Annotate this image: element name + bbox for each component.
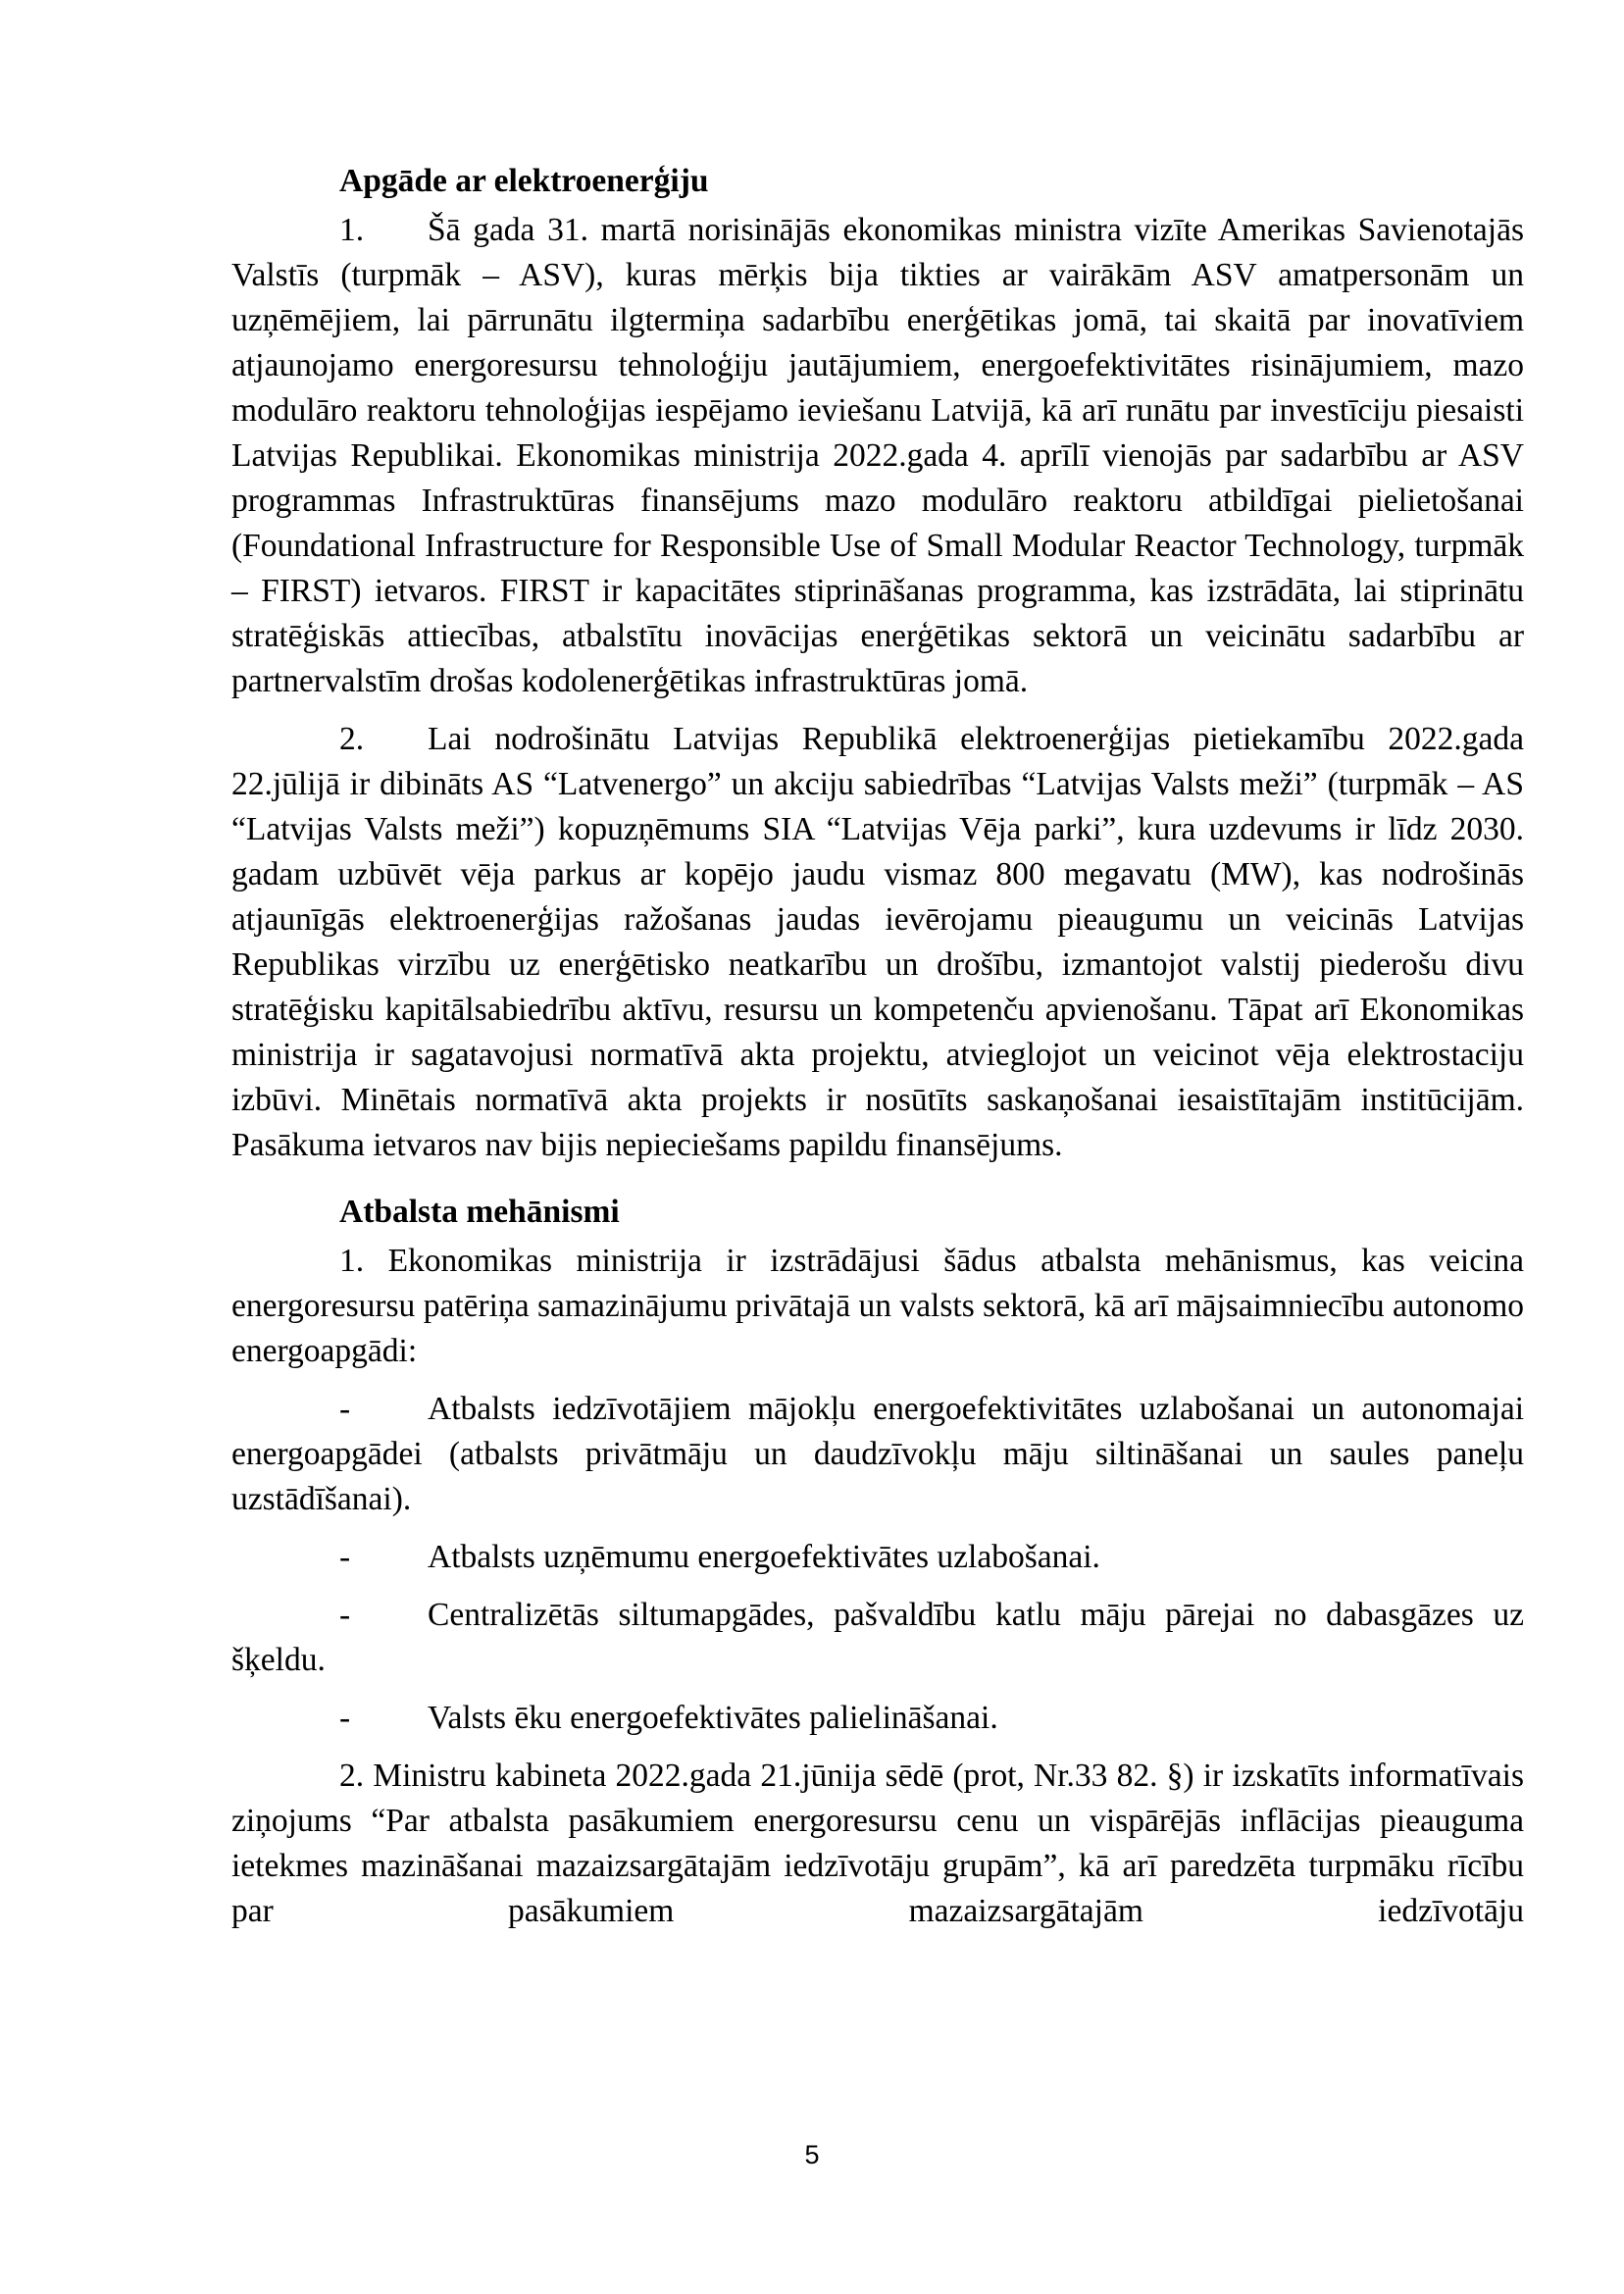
paragraph-number: 2. [339,721,365,757]
list-item-text: Atbalsts iedzīvotājiem mājokļu energoefektivitātes uzlabošanai un autonomajai energoapgādei (atbalsts privātmāju un daudzīvokļu māju siltināšanai un saules paneļu uzstādīšanai). [231,1391,1524,1517]
list-item [231,1593,1524,1683]
support-intro-paragraph: 1. Ekonomikas ministrija ir izstrādājusi šādus atbalsta mehānismus, kas veicina energoresursu patēriņa samazinājumu privātajā un valsts sektorā, kā arī mājsaimniecību autonomo energoapgādi: [231,1243,1524,1369]
list-item [231,1696,1524,1741]
paragraph-2 [231,717,1524,1168]
list-bullet: - [339,1539,351,1575]
closing-paragraph: 2. Ministru kabineta 2022.gada 21.jūnija sēdē (prot, Nr.33 82. §) ir izskatīts informatīvais ziņojums “Par atbalsta pasākumiem energoresursu cenu un vispārējās inflācijas pieauguma ietekmes mazināšanai mazaizsargātajām iedzīvotāju grupām”, kā arī paredzēta turpmāku rīcību par pasākumiem mazaizsargātajām iedzīvotāju [231,1758,1524,1929]
list-item [231,1535,1524,1580]
document-body [231,159,1524,1947]
paragraph-text: Lai nodrošinātu Latvijas Republikā elektroenerģijas pietiekamību 2022.gada 22.jūlijā ir dibināts AS “Latvenergo” un akciju sabiedrības “Latvijas Valsts meži” (turpmāk – AS “Latvijas Valsts meži”) kopuzņēmums SIA “Latvijas Vēja parki”, kura uzdevums ir līdz 2030. gadam uzbūvēt vēja parkus ar kopējo jaudu vismaz 800 megavatu (MW), kas nodrošinās atjaunīgās elektroenerģijas ražošanas jaudas ievērojamu pieaugumu un veicinās Latvijas Republikas virzību uz enerģētisko neatkarību un drošību, izmantojot valstij piederošu divu stratēģisku kapitālsabiedrību aktīvu, resursu un kompetenču apvienošanu. Tāpat arī Ekonomikas ministrija ir sagatavojusi normatīvā akta projektu, atvieglojot un veicinot vēja elektrostaciju izbūvi. Minētais normatīvā akta projekts ir nosūtīts saskaņošanai iesaistītajām institūcijām. Pasākuma ietvaros nav bijis nepieciešams papildu finansējums. [231,721,1524,1163]
list-item-text: Centralizētās siltumapgādes, pašvaldību katlu māju pārejai no dabasgāzes uz šķeldu. [231,1597,1524,1678]
list-bullet: - [339,1700,351,1736]
list-bullet: - [339,1391,351,1427]
list-item [231,1387,1524,1522]
list-item-text: Atbalsts uzņēmumu energoefektivātes uzlabošanai. [428,1539,1100,1575]
section-heading-electricity-supply: Apgāde ar elektroenerģiju [339,163,709,199]
paragraph-text: Šā gada 31. martā norisinājās ekonomikas ministra vizīte Amerikas Savienotajās Valstīs (turpmāk – ASV), kuras mērķis bija tikties ar vairākām ASV amatpersonām un uzņēmējiem, lai pārrunātu ilgtermiņa sadarbību enerģētikas jomā, tai skaitā par inovatīviem atjaunojamo energoresursu tehnoloģiju jautājumiem, energoefektivitātes risinājumiem, mazo modulāro reaktoru tehnoloģijas iespējamo ieviešanu Latvijā, kā arī runātu par investīciju piesaisti Latvijas Republikai. Ekonomikas ministrija 2022.gada 4. aprīlī vienojās par sadarbību ar ASV programmas Infrastruktūras finansējums mazo modulāro reaktoru atbildīgai pielietošanai (Foundational Infrastructure for Responsible Use of Small Modular Reactor Technology, turpmāk – FIRST) ietvaros. FIRST ir kapacitātes stiprināšanas programma, kas izstrādāta, lai stiprinātu stratēģiskās attiecības, atbalstītu inovācijas enerģētikas sektorā un veicinātu sadarbību ar partnervalstīm drošas kodolenerģētikas infrastruktūras jomā. [231,212,1524,699]
page-number: 5 [804,2140,820,2169]
list-item-text: Valsts ēku energoefektivātes palielināšanai. [428,1700,998,1736]
list-bullet: - [339,1597,351,1633]
section-heading-support-mechanisms: Atbalsta mehānismi [339,1194,620,1230]
paragraph-1 [231,208,1524,704]
paragraph-number: 1. [339,212,365,248]
